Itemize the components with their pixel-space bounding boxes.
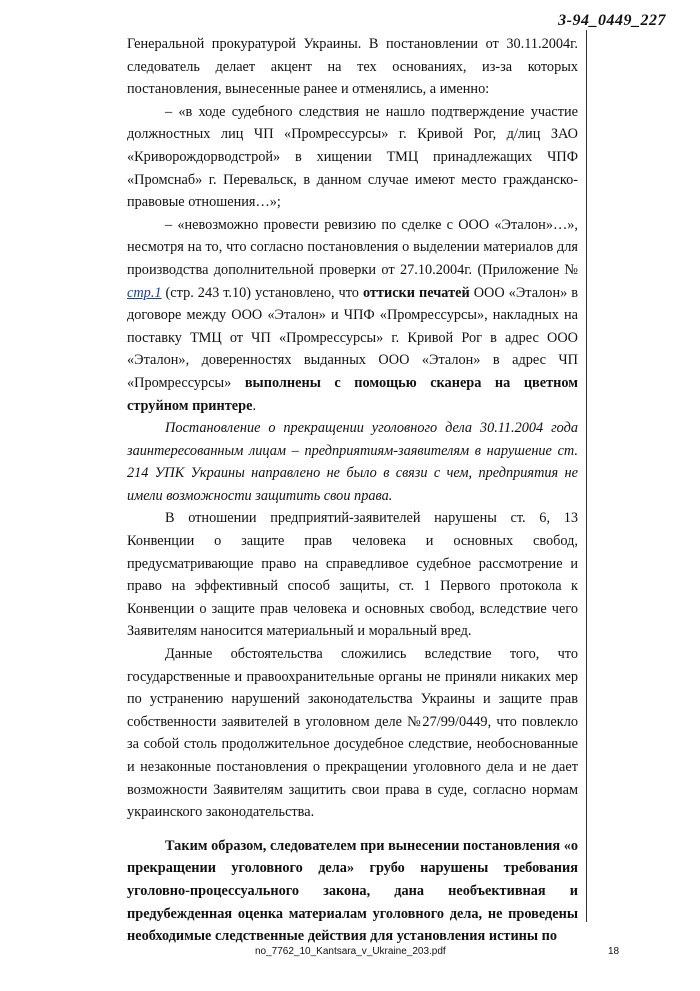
paragraph-3-bold-2: выполнены с помощью сканера на цветном струйном принтере [127, 374, 578, 414]
document-number: 3-94_0449_227 [558, 12, 666, 29]
paragraph-5: В отношении предприятий-заявителей нарушены ст. 6, 13 Конвенции о защите прав человека и основных свобод, предусматривающие право на справедливое судебное рассмотрение и право на эффективный способ защиты, ст. 1 Первого протокола к Конвенции о защите прав человека и основных свобод, вследствие чего Заявителям наносится материальный и моральный вред. [127, 510, 578, 640]
right-margin-line [586, 30, 587, 922]
paragraph-7-bold: Таким образом, следователем при вынесении постановления «о прекращении уголовного дела» грубо нарушены требования уголовно-процессуального закона, дана необъективная и предубежденная оценка материалам уголовного дела, не проведены необходимые следственные действия для установления истины по [127, 837, 578, 945]
paragraph-6: Данные обстоятельства сложились вследствие того, что государственные и правоохранительные органы не приняли никаких мер по устранению нарушений законодательства Украины и защите прав собственности заявителей в уголовном деле №27/99/0449, что повлекло за собой столь продолжительное досудебное следствие, необоснованные и незаконные постановления о прекращении уголовного дела и не дает возможности Заявителям защитить свои права в суде, согласно нормам украинского законодательства. [127, 646, 578, 821]
paragraph-3 [127, 214, 578, 417]
paragraph-3-text-a: – «невозможно провести ревизию по сделке с ООО «Эталон»…», несмотря на то, что согласно постановления о выделении материалов для производства дополнительной проверки от 27.10.2004г. (Приложение № [127, 216, 578, 278]
page-body [127, 33, 578, 948]
paragraph-2: – «в ходе судебного следствия не нашло подтверждение участие должностных лиц ЧП «Промрессурсы» г. Кривой Рог, д/лиц ЗАО «Криворождорводстрой» в хищении ТМЦ принадлежащих ЧПФ «Промснаб» г. Перевальск, в данном случае имеют место гражданско-правовые отношения…»; [127, 103, 578, 211]
paragraph-3-bold-1: оттиски печатей [362, 284, 470, 301]
paragraph-3-text-b: (стр. 243 т.10) установлено, что [161, 284, 363, 301]
paragraph-1: Генеральной прокуратурой Украины. В постановлении от 30.11.2004г. следователь делает акцент на тех основаниях, из-за которых постановления, вынесенные ранее и отменялись, а именно: [127, 36, 578, 98]
footer-filename: no_7762_10_Kantsara_v_Ukraine_203.pdf [255, 946, 446, 957]
paragraph-3-text-d: . [252, 397, 257, 414]
footer-page-number: 18 [608, 946, 620, 957]
paragraph-4-italic: Постановление о прекращении уголовного дела 30.11.2004 года заинтересованным лицам – предприятиям-заявителям в нарушение ст. 214 УПК Украины направлено не было в связи с чем, предприятия не имели возможности защитить свои права. [127, 420, 578, 504]
appendix-link[interactable]: стр.1 [127, 284, 162, 301]
paragraph-3-text-c: ООО «Эталон» в договоре между ООО «Эталон» и ЧПФ «Промрессурсы», накладных на поставку ТМЦ от ЧП «Промрессурсы» г. Кривой Рог в адрес ООО «Эталон», доверенностях выданных ООО «Эталон» в адрес ЧП «Промрессурсы» [127, 284, 579, 391]
